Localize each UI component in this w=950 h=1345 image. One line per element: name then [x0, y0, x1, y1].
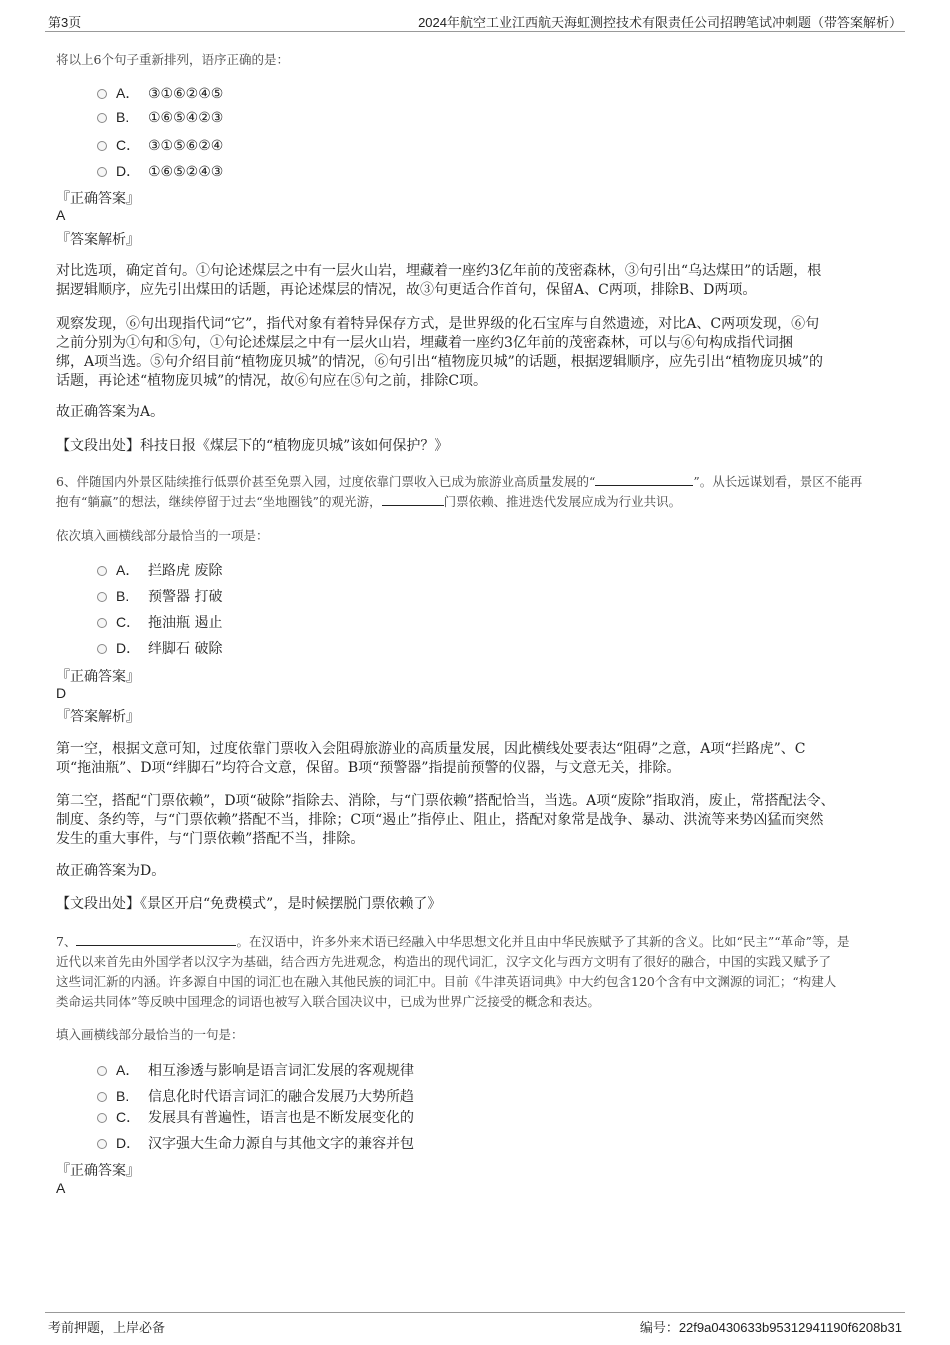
radio-icon[interactable] — [97, 113, 107, 123]
q6-blank-1 — [595, 474, 693, 486]
q6-option-c[interactable]: C． 拖油瓶 遏止 — [97, 612, 222, 632]
q5-answer: A — [56, 207, 66, 223]
q7-option-d[interactable]: D． 汉字强大生命力源自与其他文字的兼容并包 — [97, 1133, 414, 1153]
q6-analysis-line: 第二空，搭配“门票依赖”，D项“破除”指除去、消除，与“门票依赖”搭配恰当，当选。A项“废除”指取消，废止，常搭配法令、 — [56, 793, 835, 809]
q6-analysis-line: 项“拖油瓶”、D项“绊脚石”均符合文意，保留。B项“预警器”指提前预警的仪器，与文意无关，排除。 — [56, 760, 681, 776]
q6-analysis-line: 发生的重大事件，与“门票依赖”搭配不当，排除。 — [56, 831, 365, 847]
q6-option-a[interactable]: A． 拦路虎 废除 — [97, 560, 222, 580]
q5-option-c[interactable]: C． ③①⑤⑥②④ — [97, 135, 223, 155]
q6-option-d[interactable]: D． 绊脚石 破除 — [97, 638, 222, 658]
document-title: 2024年航空工业江西航天海虹测控技术有限责任公司招聘笔试冲刺题（带答案解析） — [418, 15, 902, 30]
q7-correct-label: 『正确答案』 — [56, 1163, 140, 1179]
q5-prompt: 将以上6个句子重新排列，语序正确的是： — [56, 52, 289, 67]
q5-option-b[interactable]: B. ①⑥⑤④②③ — [97, 109, 223, 126]
page-header — [45, 10, 905, 32]
radio-icon[interactable] — [97, 592, 107, 602]
radio-icon[interactable] — [97, 89, 107, 99]
q7-answer: A — [56, 1180, 66, 1196]
q7-stem-line1: 7、 。在汉语中，许多外来术语已经融入中华思想文化并且由中华民族赋予了其新的含义。比如“民主”“革命”等，是 — [56, 934, 850, 949]
q5-analysis-line: 据逻辑顺序，应先引出煤田的话题，再论述煤层的情况，故③句更适合作首句，保留A、C两项，排除B、D两项。 — [56, 282, 757, 298]
radio-icon[interactable] — [97, 141, 107, 151]
q6-source: 【文段出处】《景区开启“免费模式”，是时候摆脱门票依赖了》 — [56, 896, 442, 912]
q7-option-c[interactable]: C． 发展具有普遍性，语言也是不断发展变化的 — [97, 1107, 414, 1127]
q5-analysis-line: 话题，再论述“植物庞贝城”的情况，故⑥句应在⑤句之前，排除C项。 — [56, 373, 488, 389]
q5-correct-label: 『正确答案』 — [56, 191, 140, 207]
q6-stem-line2: 抱有“躺赢”的想法，继续停留于过去“坐地圈钱”的观光游， 门票依赖、推进迭代发展应成为行业共识。 — [56, 494, 682, 509]
q5-conclusion: 故正确答案为A。 — [56, 404, 165, 420]
q5-source: 【文段出处】科技日报《煤层下的“植物庞贝城”该如何保护？》 — [56, 438, 449, 454]
q7-stem-line2: 近代以来首先由外国学者以汉字为基础，结合西方先进观念，构造出的现代词汇，汉字文化与西方文明有了很好的融合，中国的实践又赋予了 — [56, 954, 832, 969]
q5-option-a[interactable]: A． ③①⑥②④⑤ — [97, 83, 223, 103]
radio-icon[interactable] — [97, 1066, 107, 1076]
document-code: 编号：22f9a0430633b95312941190f6208b31 — [639, 1320, 902, 1335]
q6-prompt: 依次填入画横线部分最恰当的一项是： — [56, 528, 269, 543]
page-number: 第3页 — [48, 15, 82, 30]
radio-icon[interactable] — [97, 167, 107, 177]
q5-analysis-label: 『答案解析』 — [56, 232, 140, 248]
footer-slogan: 考前押题，上岸必备 — [48, 1320, 166, 1335]
q6-analysis-label: 『答案解析』 — [56, 709, 140, 725]
q7-blank — [76, 934, 236, 946]
q7-stem-line3: 这些词汇新的内涵。许多源自中国的词汇也在融入其他民族的词汇中。目前《牛津英语词典》中大约包含120个含有中文渊源的词汇；“构建人 — [56, 974, 837, 989]
q5-analysis-line: 绑，A项当选。⑤句介绍目前“植物庞贝城”的情况，⑥句引出“植物庞贝城”的话题，根据逻辑顺序，应先引出“植物庞贝城”的 — [56, 354, 824, 370]
q6-answer: D — [56, 685, 67, 701]
radio-icon[interactable] — [97, 566, 107, 576]
q7-stem-line4: 类命运共同体”等反映中国理念的词语也被写入联合国决议中，已成为世界广泛接受的概念和表达。 — [56, 994, 600, 1009]
q6-correct-label: 『正确答案』 — [56, 669, 140, 685]
q6-analysis-line: 制度、条约等，与“门票依赖”搭配不当，排除；C项“遏止”指停止、阻止，搭配对象常是战争、暴动、洪流等来势凶猛而突然 — [56, 812, 824, 828]
q7-prompt: 填入画横线部分最恰当的一句是： — [56, 1027, 244, 1042]
radio-icon[interactable] — [97, 1113, 107, 1123]
q6-blank-2 — [382, 494, 444, 506]
q5-analysis-line: 观察发现，⑥句出现指代词“它”，指代对象有着特异保存方式，是世界级的化石宝库与自然遗迹，对比A、C两项发现，⑥句 — [56, 316, 820, 332]
q6-conclusion: 故正确答案为D。 — [56, 863, 166, 879]
q5-analysis-line: 之前分别为①句和⑤句，①句论述煤层之中有一层火山岩，埋藏着一座约3亿年前的茂密森林，可以与⑥句构成指代词捆 — [56, 335, 793, 351]
q6-stem-line1: 6、伴随国内外景区陆续推行低票价甚至免票入园，过度依靠门票收入已成为旅游业高质量发展的“ ”。从长远谋划看，景区不能再 — [56, 474, 863, 489]
q7-option-a[interactable]: A． 相互渗透与影响是语言词汇发展的客观规律 — [97, 1060, 414, 1080]
radio-icon[interactable] — [97, 618, 107, 628]
radio-icon[interactable] — [97, 1092, 107, 1102]
radio-icon[interactable] — [97, 644, 107, 654]
radio-icon[interactable] — [97, 1139, 107, 1149]
q7-option-b[interactable]: B. 信息化时代语言词汇的融合发展乃大势所趋 — [97, 1086, 414, 1106]
q6-option-b[interactable]: B. 预警器 打破 — [97, 586, 222, 606]
page-footer — [45, 1312, 905, 1340]
q5-analysis-line: 对比选项，确定首句。①句论述煤层之中有一层火山岩，埋藏着一座约3亿年前的茂密森林，③句引出“乌达煤田”的话题，根 — [56, 263, 822, 279]
q6-analysis-line: 第一空，根据文意可知，过度依靠门票收入会阻碍旅游业的高质量发展，因此横线处要表达“阻碍”之意，A项“拦路虎”、C — [56, 741, 806, 757]
q5-option-d[interactable]: D． ①⑥⑤②④③ — [97, 161, 223, 181]
